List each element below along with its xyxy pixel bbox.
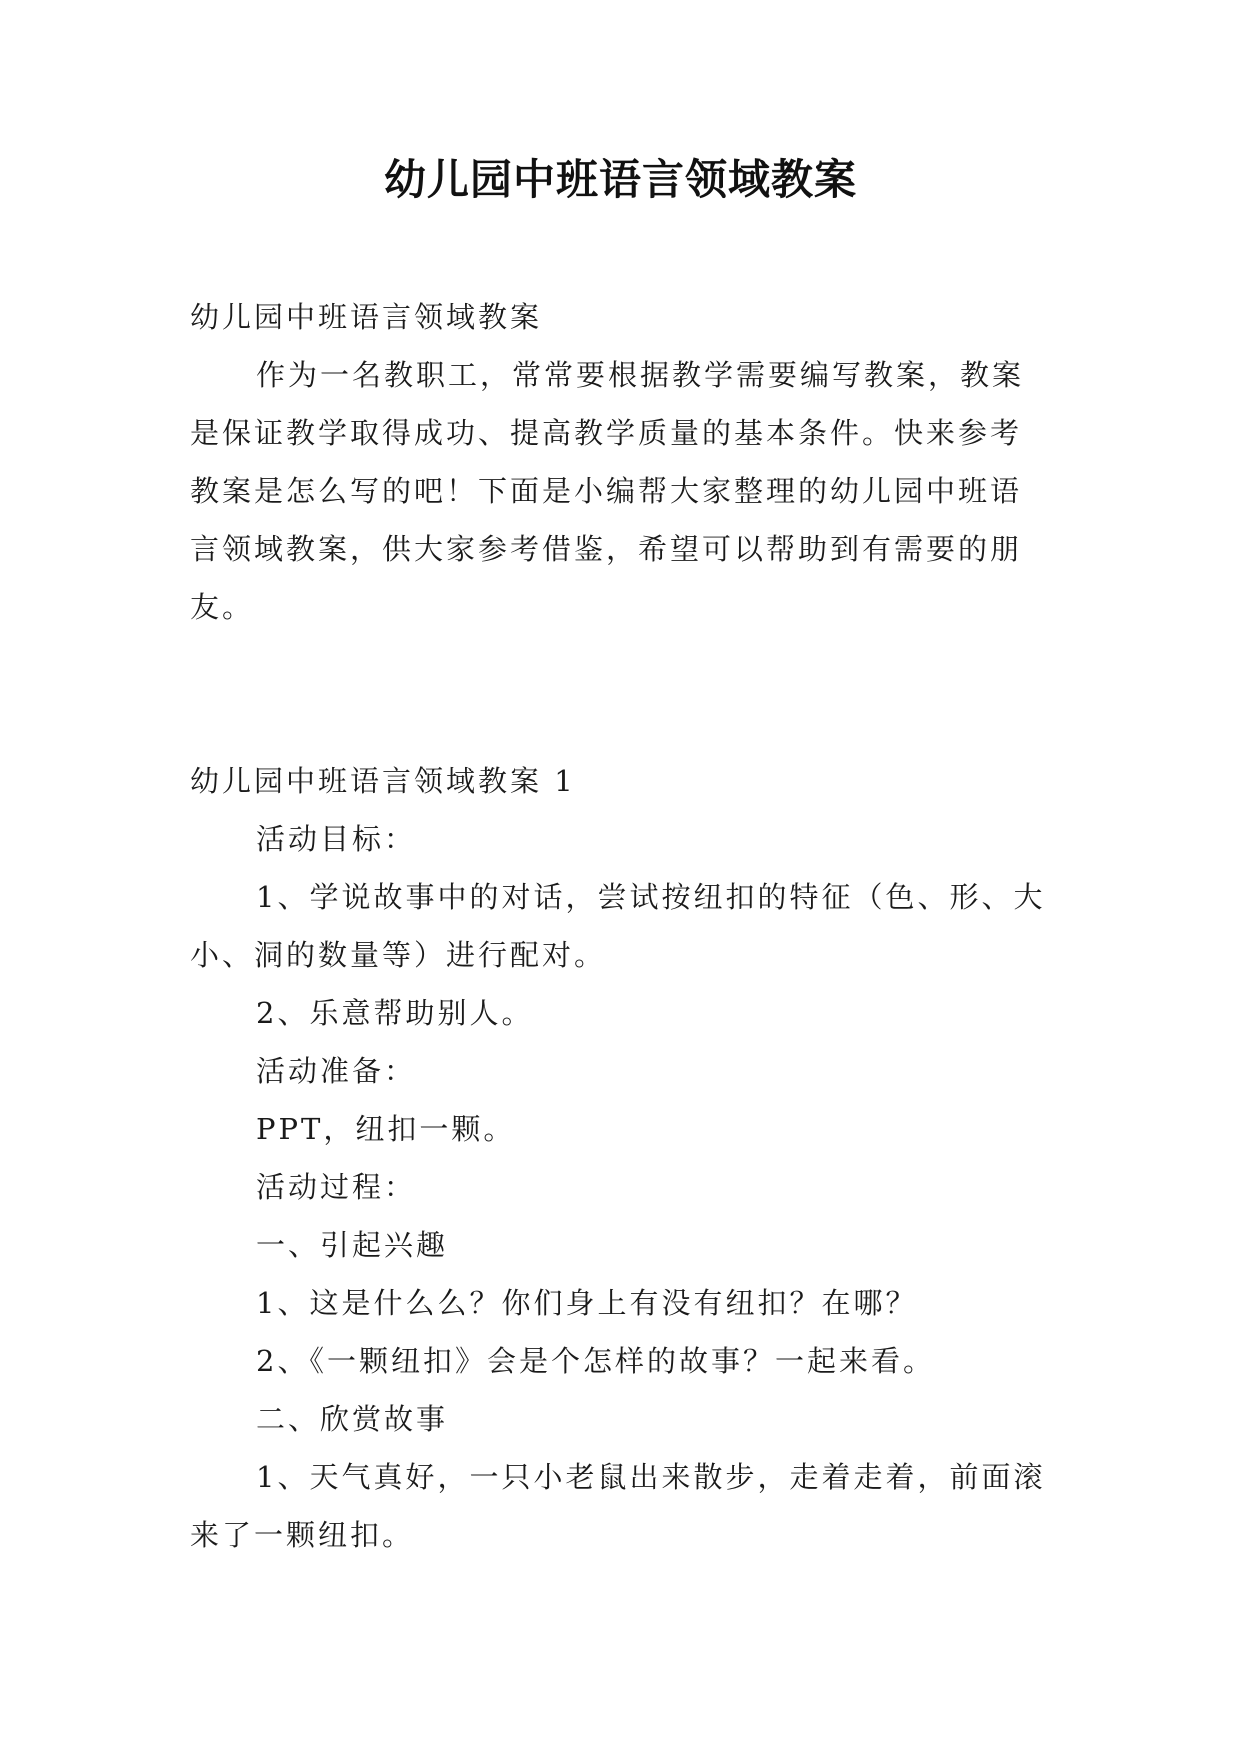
paragraph-line: 二、欣赏故事 (256, 1402, 449, 1436)
document-title: 幼儿园中班语言领域教案 (383, 155, 857, 204)
document-body (190, 288, 1052, 1564)
paragraph-line: 活动过程： (256, 1170, 417, 1204)
paragraph-line: 活动目标： (256, 822, 417, 856)
paragraph-line: 2、乐意帮助别人。 (256, 996, 534, 1030)
intro-paragraph: 作为一名教职工，常常要根据教学需要编写教案，教案是保证教学取得成功、提高教学质量的基本条件。快来参考教案是怎么写的吧！下面是小编帮大家整理的幼儿园中班语言领域教案，供大家参考借鉴，希望可以帮助到有需要的朋友。 (190, 358, 1025, 624)
paragraph-line: PPT，纽扣一颗。 (256, 1112, 516, 1146)
section-spacer (190, 636, 1052, 752)
paragraph-line: 活动准备： (256, 1054, 417, 1088)
paragraph-line: 2、《一颗纽扣》会是个怎样的故事？一起来看。 (256, 1344, 935, 1378)
paragraph-line: 1、天气真好，一只小老鼠出来散步，走着走着，前面滚来了一颗纽扣。 (190, 1460, 1046, 1552)
paragraph-line: 1、这是什么么？你们身上有没有纽扣？在哪？ (256, 1286, 918, 1320)
paragraph-line: 一、引起兴趣 (256, 1228, 449, 1262)
paragraph-line: 1、学说故事中的对话，尝试按纽扣的特征（色、形、大小、洞的数量等）进行配对。 (190, 880, 1046, 972)
subtitle: 幼儿园中班语言领域教案 (190, 300, 543, 334)
section-heading: 幼儿园中班语言领域教案 1 (190, 764, 576, 798)
